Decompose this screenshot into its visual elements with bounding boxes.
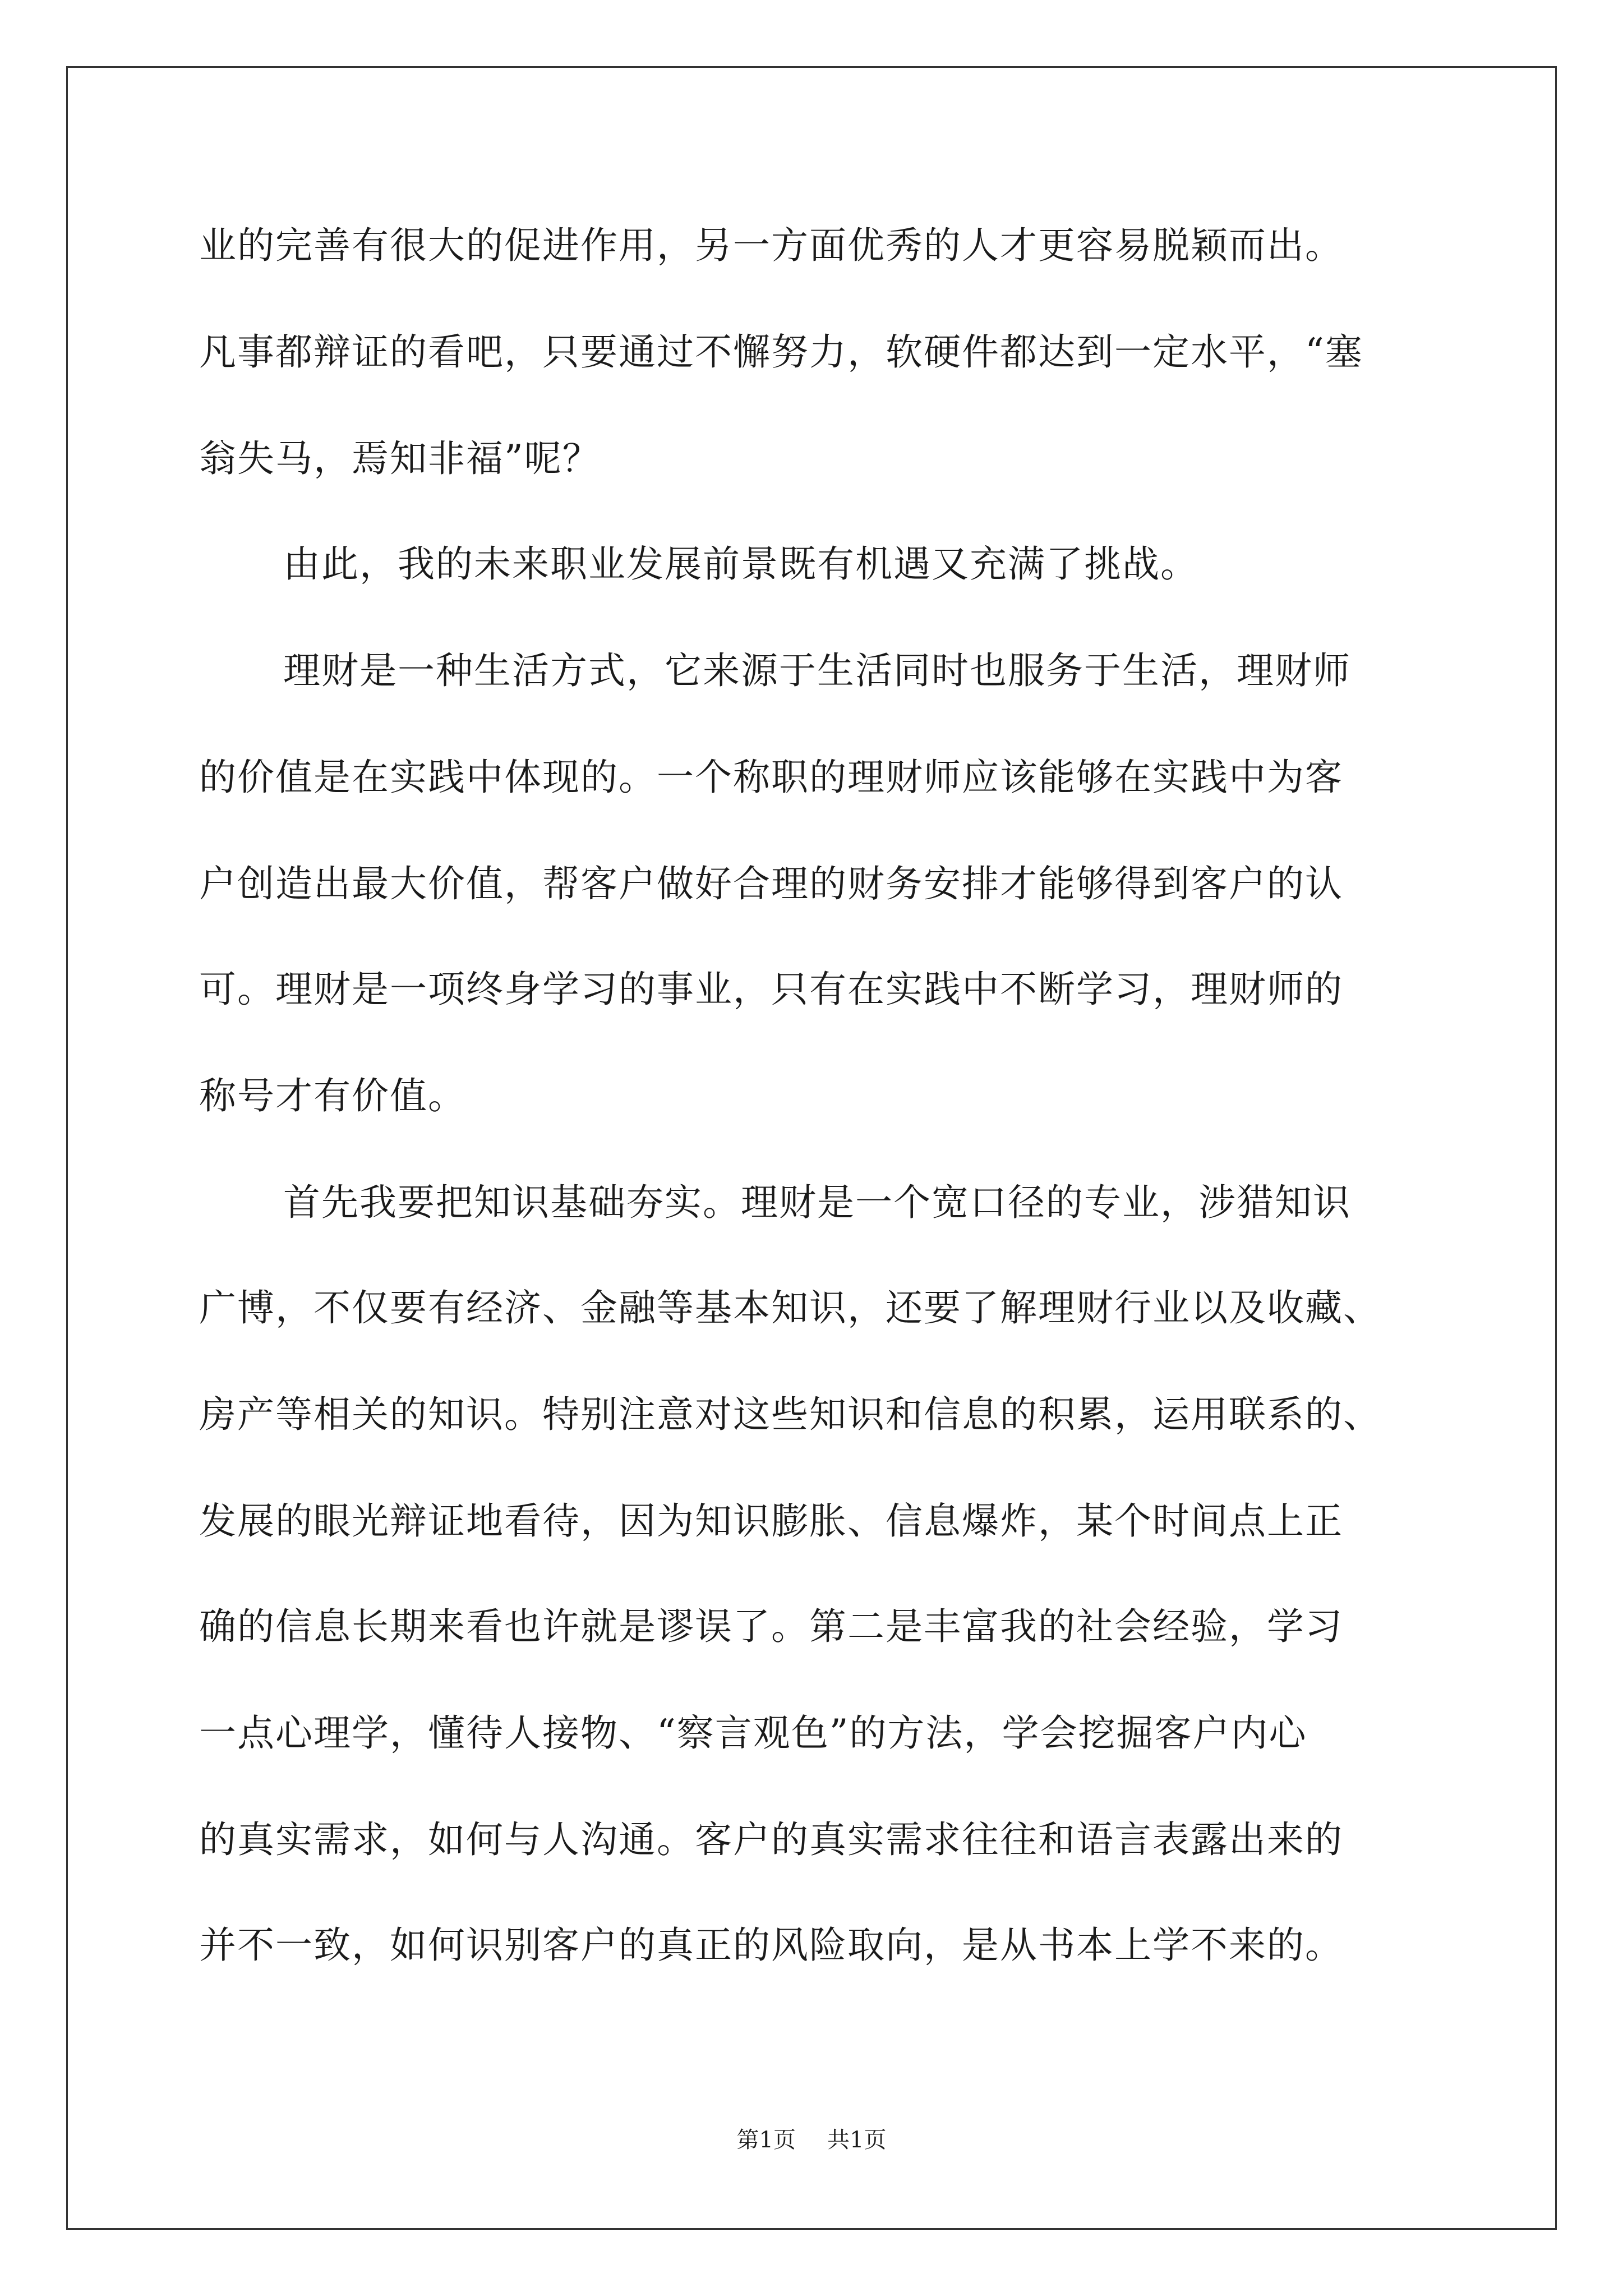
body-text-line: 的真实需求，如何与人沟通。客户的真实需求往往和语言表露出来的 (199, 1818, 1343, 1861)
page-total: 共1页 (827, 2127, 887, 2153)
page-footer (0, 2126, 1623, 2154)
body-text-line: 并不一致，如何识别客户的真正的风险取向，是从书本上学不来的。 (199, 1924, 1343, 1967)
body-text-line: 凡事都辩证的看吧，只要通过不懈努力，软硬件都达到一定水平，“塞 (199, 330, 1363, 374)
body-text-line: 户创造出最大价值，帮客户做好合理的财务安排才能够得到客户的认 (199, 862, 1343, 905)
page-number: 第1页 (736, 2127, 796, 2153)
body-text-line: 确的信息长期来看也许就是谬误了。第二是丰富我的社会经验，学习 (199, 1605, 1343, 1648)
body-text-line: 一点心理学，懂待人接物、“察言观色”的方法，学会挖掘客户内心 (199, 1711, 1307, 1755)
body-text-line: 称号才有价值。 (199, 1074, 466, 1117)
body-text-line: 首先我要把知识基础夯实。理财是一个宽口径的专业，涉猎知识 (283, 1181, 1351, 1224)
body-text-line: 发展的眼光辩证地看待，因为知识膨胀、信息爆炸，某个时间点上正 (199, 1499, 1343, 1543)
body-text-line: 的价值是在实践中体现的。一个称职的理财师应该能够在实践中为客 (199, 756, 1343, 799)
body-text-line: 由此，我的未来职业发展前景既有机遇又充满了挑战。 (283, 542, 1198, 586)
page-border (66, 66, 1557, 2230)
body-text-line: 理财是一种生活方式，它来源于生活同时也服务于生活，理财师 (283, 649, 1351, 692)
body-text-line: 可。理财是一项终身学习的事业，只有在实践中不断学习，理财师的 (199, 968, 1343, 1011)
body-text-line: 广博，不仅要有经济、金融等基本知识，还要了解理财行业以及收藏、 (199, 1286, 1381, 1329)
body-text-line: 业的完善有很大的促进作用，另一方面优秀的人才更容易脱颖而出。 (199, 224, 1343, 267)
body-text-line: 翁失马，焉知非福”呢？ (199, 437, 601, 480)
body-text-line: 房产等相关的知识。特别注意对这些知识和信息的积累，运用联系的、 (199, 1393, 1381, 1436)
